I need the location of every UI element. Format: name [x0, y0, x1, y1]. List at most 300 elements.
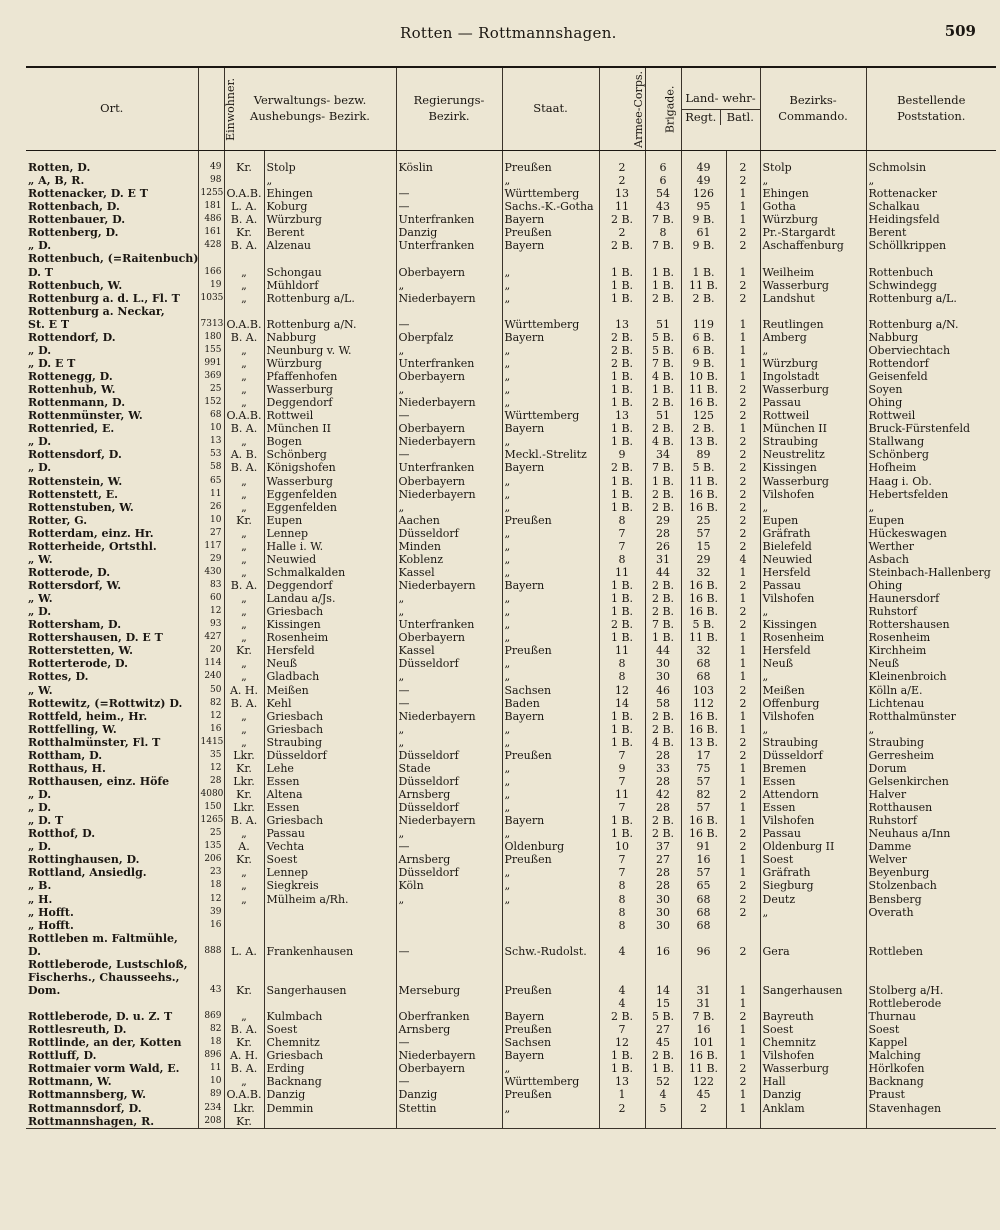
table-cell: 57	[681, 527, 726, 540]
table-row	[26, 553, 996, 566]
table-cell: Griesbach	[264, 1049, 396, 1062]
table-cell	[502, 305, 599, 318]
table-cell: Wasserburg	[264, 383, 396, 396]
table-cell: „	[264, 174, 396, 187]
table-cell: Kulmbach	[264, 1010, 396, 1023]
table-cell: 2	[726, 461, 760, 474]
table-cell: 29	[645, 514, 681, 527]
table-cell: 2	[726, 697, 760, 710]
table-cell	[396, 1115, 502, 1129]
table-cell: Preußen	[502, 1088, 599, 1101]
table-cell: 1 B.	[599, 475, 645, 488]
table-cell: 10	[599, 840, 645, 853]
table-cell: Ohing	[866, 579, 996, 592]
table-cell: Vilshofen	[760, 592, 866, 605]
table-cell	[396, 997, 502, 1010]
table-cell: Rottlesreuth, D.	[28, 1023, 127, 1037]
table-cell: „	[760, 906, 866, 919]
table-cell: „	[224, 396, 264, 409]
table-cell: „	[502, 762, 599, 775]
table-cell: Rottfeld, heim., Hr.	[28, 709, 148, 723]
table-cell: Chemnitz	[760, 1036, 866, 1049]
table-cell: Königshofen	[264, 461, 396, 474]
table-cell: 2	[726, 396, 760, 409]
table-cell: 1 B.	[599, 1049, 645, 1062]
page-number: 509	[944, 22, 976, 40]
table-cell: 161	[198, 226, 224, 239]
table-row	[26, 461, 996, 474]
table-cell	[396, 252, 502, 265]
table-cell: 68	[681, 893, 726, 906]
table-cell: Bayern	[502, 814, 599, 827]
table-cell: „	[866, 723, 996, 736]
table-cell: Nabburg	[264, 331, 396, 344]
table-cell: 11	[599, 566, 645, 579]
table-cell: Kr.	[224, 1115, 264, 1129]
table-cell: 2	[726, 514, 760, 527]
table-row	[26, 370, 996, 383]
table-cell: Schmalkalden	[264, 566, 396, 579]
table-cell: Demmin	[264, 1102, 396, 1115]
table-row	[26, 605, 996, 618]
table-row	[26, 1049, 996, 1062]
table-cell: D. T	[28, 265, 53, 279]
table-cell: 1	[726, 710, 760, 723]
table-cell: Rottmaier vorm Wald, E.	[28, 1062, 180, 1076]
table-cell: Chemnitz	[264, 1036, 396, 1049]
table-cell: Essen	[760, 801, 866, 814]
table-cell: „	[224, 292, 264, 305]
table-row	[26, 710, 996, 723]
table-cell: 30	[645, 657, 681, 670]
table-cell: Lkr.	[224, 801, 264, 814]
table-cell: Passau	[760, 396, 866, 409]
table-row	[26, 151, 996, 175]
table-cell: Niederbayern	[396, 814, 502, 827]
table-cell	[645, 958, 681, 971]
table-cell: 2	[726, 527, 760, 540]
table-cell: 57	[681, 866, 726, 879]
table-cell: 11 B.	[681, 383, 726, 396]
table-cell: Rosenheim	[866, 631, 996, 644]
table-cell: B. A.	[224, 422, 264, 435]
table-cell: 1	[726, 1102, 760, 1115]
table-cell: 2 B.	[645, 710, 681, 723]
header-einwohner: Einwohner.	[198, 67, 224, 151]
table-cell: „	[502, 501, 599, 514]
table-cell: Rottmannsberg, W.	[28, 1088, 146, 1102]
table-row	[26, 383, 996, 396]
table-cell: 60	[198, 592, 224, 605]
table-cell	[866, 958, 996, 971]
table-cell: Fischerhs., Chausseehs.,	[28, 970, 180, 984]
table-cell: Hersfeld	[760, 644, 866, 657]
table-cell: 2 B.	[645, 292, 681, 305]
table-cell: 1	[726, 762, 760, 775]
table-cell: „	[502, 396, 599, 409]
table-cell: 126	[681, 187, 726, 200]
table-cell: „	[224, 279, 264, 292]
table-cell: „	[224, 879, 264, 892]
table-cell: Siegkreis	[264, 879, 396, 892]
table-cell: 1	[726, 997, 760, 1010]
table-cell: B. A.	[224, 239, 264, 252]
table-cell: —	[396, 187, 502, 200]
table-cell: 11	[198, 488, 224, 501]
table-cell: „ D. T	[28, 814, 64, 828]
table-cell: Halver	[866, 788, 996, 801]
table-cell: Welver	[866, 853, 996, 866]
table-cell: 4	[599, 997, 645, 1010]
table-cell: Kr.	[224, 151, 264, 175]
table-cell: Rottenegg, D.	[28, 370, 113, 383]
table-cell: „	[396, 605, 502, 618]
table-cell: 119	[681, 318, 726, 331]
table-cell: 28	[645, 527, 681, 540]
table-cell: 8	[599, 879, 645, 892]
table-cell: 2 B.	[645, 723, 681, 736]
table-cell: 1	[726, 657, 760, 670]
table-cell	[760, 932, 866, 945]
table-cell: Gräfrath	[760, 866, 866, 879]
table-cell	[681, 252, 726, 265]
table-cell: 9 B.	[681, 357, 726, 370]
table-cell: Passau	[760, 579, 866, 592]
table-cell: Stettin	[396, 1102, 502, 1115]
table-cell: 1 B.	[599, 710, 645, 723]
table-cell: Berent	[866, 226, 996, 239]
table-header-row	[26, 67, 996, 151]
table-cell: Lennep	[264, 866, 396, 879]
table-cell: Hebertsfelden	[866, 488, 996, 501]
table-cell: 234	[198, 1102, 224, 1115]
table-cell: 68	[198, 409, 224, 422]
table-cell: B. A.	[224, 331, 264, 344]
table-cell: 2	[726, 879, 760, 892]
table-cell: Hückeswagen	[866, 527, 996, 540]
table-cell: 46	[645, 684, 681, 697]
table-cell: Oberpfalz	[396, 331, 502, 344]
table-cell: 58	[198, 461, 224, 474]
table-cell: 9 B.	[681, 239, 726, 252]
table-cell: 12	[198, 762, 224, 775]
table-cell: „	[224, 527, 264, 540]
table-cell	[599, 1115, 645, 1129]
table-cell: Backnang	[866, 1075, 996, 1088]
table-cell: Beyenburg	[866, 866, 996, 879]
header-regierung: Regierungs- Bezirk.	[396, 67, 502, 151]
table-cell: 31	[681, 997, 726, 1010]
table-cell: 18	[198, 1036, 224, 1049]
table-cell: Rotthof, D.	[28, 827, 96, 841]
table-cell: Sachsen	[502, 684, 599, 697]
table-cell: „	[224, 736, 264, 749]
table-cell: 7 B.	[681, 1010, 726, 1023]
table-cell: 2	[726, 684, 760, 697]
table-cell: Rottenbauer, D.	[28, 213, 126, 227]
table-cell: Praust	[866, 1088, 996, 1101]
table-cell: 2	[726, 292, 760, 305]
table-cell: 991	[198, 357, 224, 370]
table-cell: Neuwied	[264, 553, 396, 566]
table-row	[26, 670, 996, 683]
table-cell: 7 B.	[645, 357, 681, 370]
table-cell: 2 B.	[645, 814, 681, 827]
table-cell: 1 B.	[681, 266, 726, 279]
table-cell: Eggenfelden	[264, 501, 396, 514]
table-cell: 180	[198, 331, 224, 344]
table-cell: 2	[726, 540, 760, 553]
table-cell: Oberbayern	[396, 266, 502, 279]
table-cell: Kr.	[224, 1036, 264, 1049]
table-cell: Neuhaus a/Inn	[866, 827, 996, 840]
table-cell: Rottenacker	[866, 187, 996, 200]
table-cell: Berent	[264, 226, 396, 239]
table-cell: 8	[599, 514, 645, 527]
table-cell: Mühldorf	[264, 279, 396, 292]
table-cell: Neuwied	[760, 553, 866, 566]
table-row	[26, 801, 996, 814]
table-cell: 51	[645, 409, 681, 422]
table-cell: 68	[681, 906, 726, 919]
table-cell: Bayern	[502, 1049, 599, 1062]
table-cell: 2	[726, 435, 760, 448]
table-cell	[224, 919, 264, 932]
table-cell: 1 B.	[645, 279, 681, 292]
table-cell: 1	[726, 866, 760, 879]
table-cell: 2	[726, 488, 760, 501]
table-cell: Rottenburg a. Neckar,	[28, 304, 165, 318]
table-cell: „	[396, 501, 502, 514]
header-bezirks: Bezirks- Commando.	[760, 67, 866, 151]
table-cell: 2 B.	[599, 213, 645, 226]
table-row	[26, 357, 996, 370]
table-cell: „	[502, 357, 599, 370]
table-cell: Bruck-Fürstenfeld	[866, 422, 996, 435]
table-cell	[396, 305, 502, 318]
table-cell: 83	[198, 579, 224, 592]
table-cell: „	[224, 501, 264, 514]
table-cell: Rottleben	[866, 945, 996, 958]
table-cell: „	[396, 383, 502, 396]
table-cell: „	[224, 344, 264, 357]
table-row	[26, 1115, 996, 1129]
table-cell: 7 B.	[645, 618, 681, 631]
table-row	[26, 814, 996, 827]
table-cell: „	[224, 553, 264, 566]
table-cell: 135	[198, 840, 224, 853]
header-landwehr: Land- wehr- Regt. Batl.	[681, 67, 760, 151]
table-cell: Griesbach	[264, 605, 396, 618]
table-cell: „	[502, 370, 599, 383]
table-cell: Haunersdorf	[866, 592, 996, 605]
table-cell: Düsseldorf	[396, 775, 502, 788]
header-brigade: Brigade.	[645, 67, 681, 151]
table-cell: 7313	[198, 318, 224, 331]
table-row	[26, 997, 996, 1010]
table-cell: 2	[726, 618, 760, 631]
table-cell: Bayern	[502, 213, 599, 226]
table-cell: 1 B.	[645, 1062, 681, 1075]
table-cell: „ Hofft.	[28, 905, 74, 919]
table-cell	[502, 997, 599, 1010]
table-row	[26, 435, 996, 448]
table-cell	[264, 1115, 396, 1129]
table-cell: 125	[681, 409, 726, 422]
table-cell	[264, 919, 396, 932]
table-cell: 1	[726, 801, 760, 814]
table-cell: Hersfeld	[760, 566, 866, 579]
table-cell	[198, 932, 224, 945]
table-row	[26, 906, 996, 919]
table-cell: 54	[645, 187, 681, 200]
table-cell: Niederbayern	[396, 1049, 502, 1062]
table-cell: Unterfranken	[396, 213, 502, 226]
table-cell: 8	[599, 670, 645, 683]
table-cell: Pfaffenhofen	[264, 370, 396, 383]
table-row	[26, 409, 996, 422]
table-cell: Ingolstadt	[760, 370, 866, 383]
table-cell: 26	[645, 540, 681, 553]
table-cell: Nabburg	[866, 331, 996, 344]
table-cell: Damme	[866, 840, 996, 853]
table-cell: 11	[599, 788, 645, 801]
table-cell: 9	[599, 762, 645, 775]
table-cell: 11 B.	[681, 279, 726, 292]
table-cell: Offenburg	[760, 697, 866, 710]
table-cell: „	[866, 174, 996, 187]
table-row	[26, 527, 996, 540]
table-cell: Landau a/Js.	[264, 592, 396, 605]
table-cell: B. A.	[224, 461, 264, 474]
table-cell: Rottersham, D.	[28, 618, 122, 632]
table-cell: 33	[645, 762, 681, 775]
table-row	[26, 631, 996, 644]
table-cell: 1	[726, 984, 760, 997]
table-cell: 1 B.	[599, 501, 645, 514]
table-cell: 1	[726, 213, 760, 226]
table-cell: 27	[645, 1023, 681, 1036]
running-head: Rotten — Rottmannshagen.	[400, 24, 617, 42]
table-cell: St. E T	[28, 317, 70, 331]
table-cell: 12	[198, 605, 224, 618]
table-cell: 7	[599, 801, 645, 814]
table-cell	[502, 971, 599, 984]
table-cell: 1 B.	[599, 631, 645, 644]
table-cell: 888	[198, 945, 224, 958]
table-cell: Oberbayern	[396, 370, 502, 383]
table-cell: 57	[681, 775, 726, 788]
table-cell: Ehingen	[760, 187, 866, 200]
table-cell	[198, 958, 224, 971]
table-cell: 8	[599, 553, 645, 566]
table-cell: Werther	[866, 540, 996, 553]
table-cell: Rottleberode, D. u. Z. T	[28, 1010, 173, 1024]
table-cell: 2	[726, 1062, 760, 1075]
table-row	[26, 566, 996, 579]
table-cell: Rotter, G.	[28, 513, 88, 527]
table-cell: Griesbach	[264, 814, 396, 827]
table-cell: Rottham, D.	[28, 748, 103, 762]
table-cell: „	[224, 566, 264, 579]
table-cell: Bayern	[502, 461, 599, 474]
table-cell: Thurnau	[866, 1010, 996, 1023]
table-cell: Rottenburg a/L.	[866, 292, 996, 305]
table-cell: 4	[599, 945, 645, 958]
table-cell: 44	[645, 644, 681, 657]
header-armee: Armee-Corps.	[599, 67, 645, 151]
table-cell: Eupen	[760, 514, 866, 527]
table-cell: Preußen	[502, 1023, 599, 1036]
table-cell: 2 B.	[645, 827, 681, 840]
table-cell	[396, 906, 502, 919]
table-row	[26, 879, 996, 892]
table-cell: 7 B.	[645, 213, 681, 226]
table-row	[26, 788, 996, 801]
table-cell: 1 B.	[599, 370, 645, 383]
table-cell	[645, 1115, 681, 1129]
table-cell: 1	[726, 266, 760, 279]
table-cell: 16 B.	[681, 501, 726, 514]
table-cell: 13	[599, 409, 645, 422]
table-cell: „	[224, 357, 264, 370]
table-cell: 2 B.	[645, 1049, 681, 1062]
table-cell: 2 B.	[645, 579, 681, 592]
table-cell: Rottenstein, W.	[28, 474, 123, 488]
table-cell: Unterfranken	[396, 357, 502, 370]
table-cell: 2 B.	[645, 501, 681, 514]
header-batl: Batl.	[720, 110, 760, 126]
table-cell: 32	[681, 566, 726, 579]
table-cell: 82	[198, 1023, 224, 1036]
table-row	[26, 1088, 996, 1101]
table-cell: —	[396, 318, 502, 331]
table-cell: 122	[681, 1075, 726, 1088]
table-cell: L. A.	[224, 945, 264, 958]
table-cell: 2	[726, 239, 760, 252]
table-cell: 2	[726, 475, 760, 488]
table-cell: 2	[726, 945, 760, 958]
table-cell: Oberviechtach	[866, 344, 996, 357]
table-cell	[760, 958, 866, 971]
table-cell: 1	[726, 200, 760, 213]
table-cell: 16 B.	[681, 1049, 726, 1062]
table-cell: 2	[726, 1010, 760, 1023]
table-cell: 2 B.	[645, 396, 681, 409]
table-cell: Stavenhagen	[866, 1102, 996, 1115]
table-cell: 1035	[198, 292, 224, 305]
table-cell: Stolp	[264, 151, 396, 175]
table-cell: 150	[198, 801, 224, 814]
table-cell: 896	[198, 1049, 224, 1062]
table-cell: 1	[726, 723, 760, 736]
table-cell: 1	[726, 357, 760, 370]
table-cell	[726, 932, 760, 945]
table-cell: 7	[599, 775, 645, 788]
table-cell: Bayern	[502, 239, 599, 252]
table-cell: 1 B.	[645, 266, 681, 279]
table-cell: 2	[599, 174, 645, 187]
table-cell	[26, 997, 198, 1010]
table-cell: Oberbayern	[396, 1062, 502, 1075]
table-cell: Wasserburg	[264, 475, 396, 488]
table-cell: 1 B.	[599, 292, 645, 305]
table-cell: „ D.	[28, 461, 52, 475]
table-cell: Minden	[396, 540, 502, 553]
table-cell: Preußen	[502, 853, 599, 866]
table-cell: 16 B.	[681, 827, 726, 840]
table-cell: 16 B.	[681, 488, 726, 501]
